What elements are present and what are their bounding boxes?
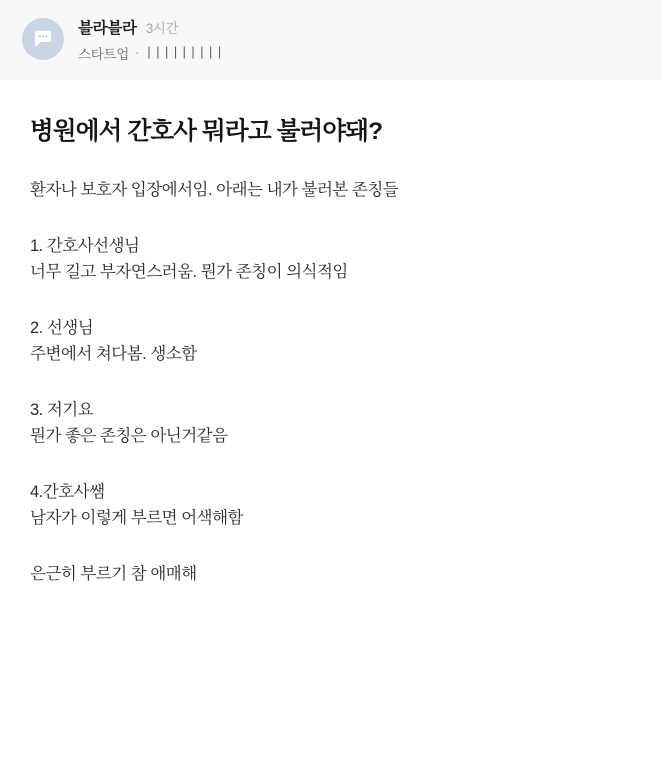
- post-line-spacer: [30, 204, 631, 234]
- category-label[interactable]: 스타트업: [78, 46, 129, 62]
- separator-dot: ·: [134, 45, 140, 60]
- post-line-spacer: [30, 286, 631, 316]
- avatar: [22, 18, 64, 60]
- author-row: [78, 16, 224, 38]
- post-line: 4.간호사쌤: [30, 482, 105, 501]
- post-line: 남자가 이렇게 부르면 어색해함: [30, 508, 243, 527]
- post-line-spacer: [30, 450, 631, 480]
- page-title: 병원에서 간호사 뭐라고 불러야돼?: [30, 118, 383, 145]
- masked-company-name: |||||||||: [145, 45, 225, 60]
- post-line: 너무 길고 부자연스러움. 뭔가 존칭이 의식적임: [30, 262, 348, 281]
- post-line: 뭔가 좋은 존칭은 아닌거같음: [30, 426, 228, 445]
- chat-bubble-icon: [31, 27, 55, 51]
- header-text: [78, 16, 224, 63]
- post-line-spacer: [30, 532, 631, 562]
- post-timestamp: 3시간: [145, 20, 179, 36]
- post-line: 환자나 보호자 입장에서임. 아래는 내가 불러본 존칭들: [30, 180, 399, 199]
- post-header: [0, 0, 661, 80]
- post-line: 1. 간호사선생님: [30, 236, 140, 255]
- post-line: 주변에서 쳐다봄. 생소함: [30, 344, 197, 363]
- post-line: 3. 저기요: [30, 400, 94, 419]
- category-row: [78, 43, 224, 63]
- post-line-spacer: [30, 368, 631, 398]
- post-body: [0, 80, 661, 588]
- author-name[interactable]: 블라블라: [78, 19, 137, 37]
- post-line: 2. 선생님: [30, 318, 94, 337]
- post-line: 은근히 부르기 참 애매해: [30, 564, 197, 583]
